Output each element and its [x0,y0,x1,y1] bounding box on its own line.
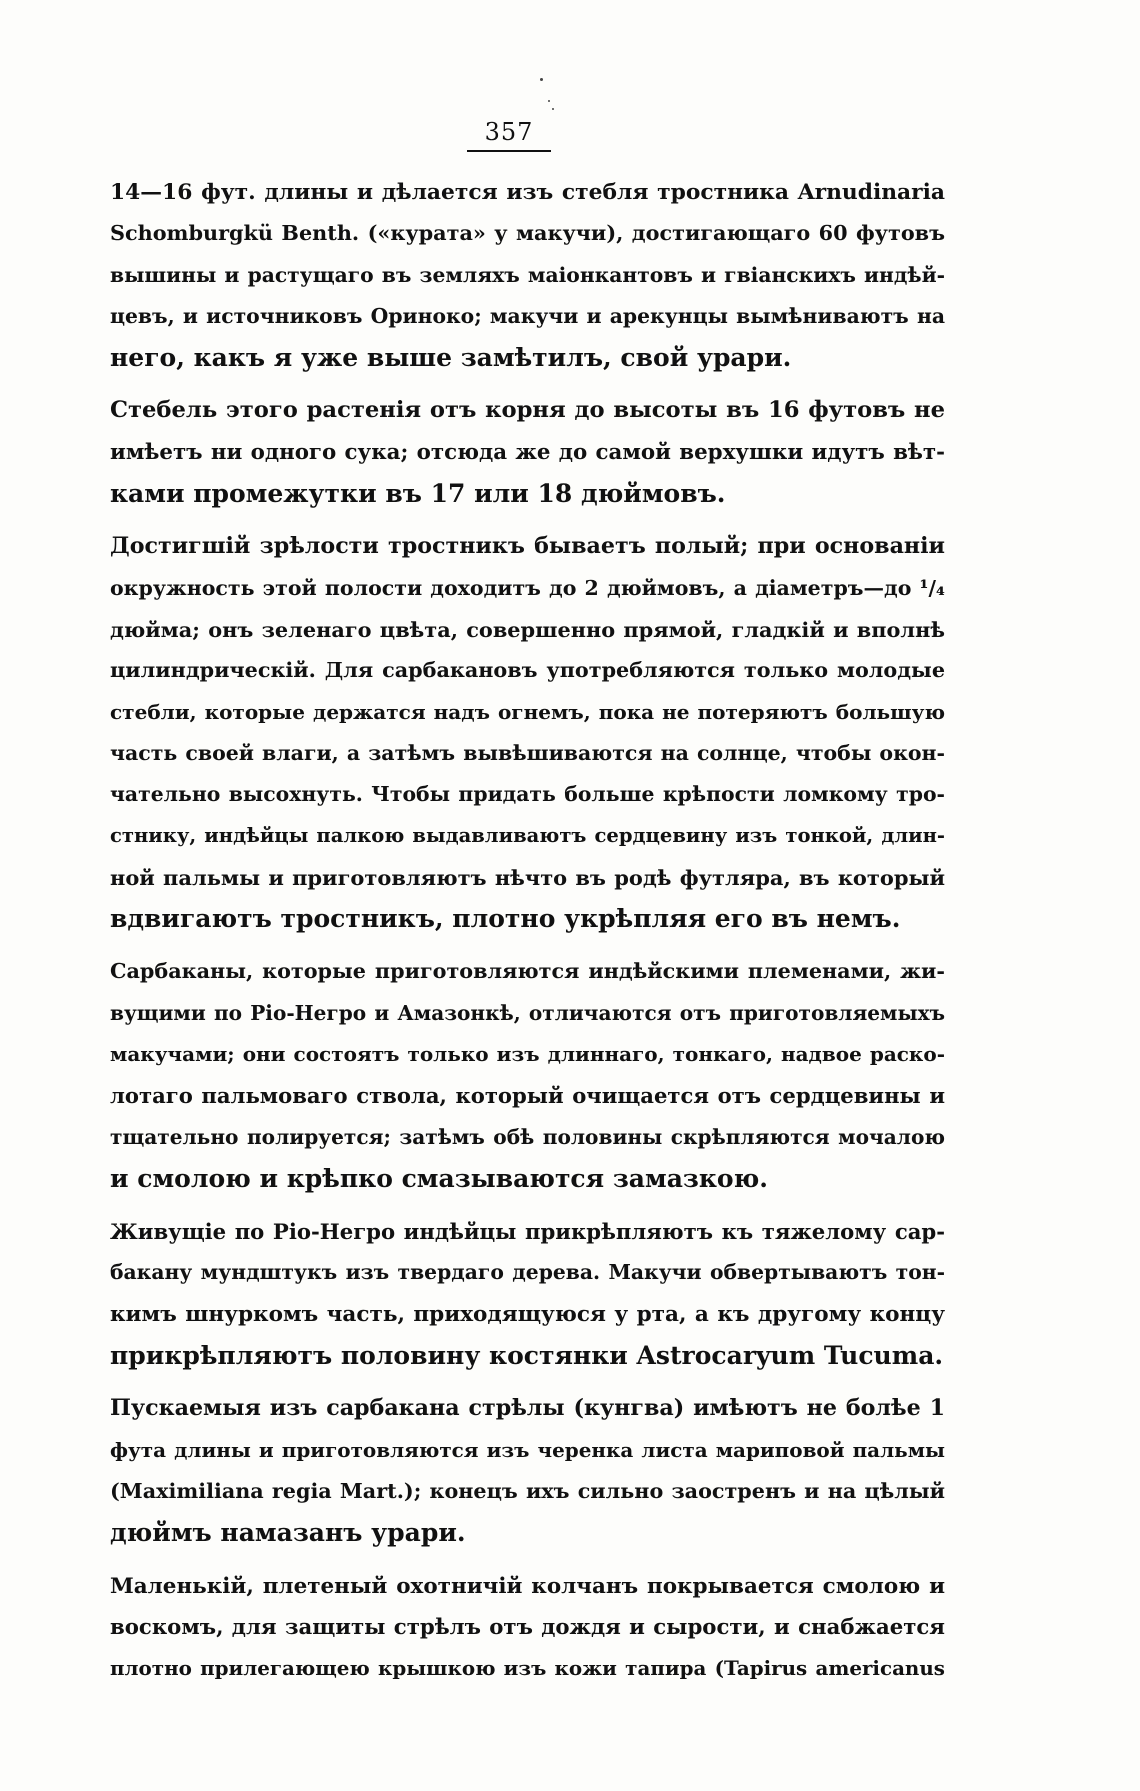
text-line: Schomburgkü Benth. («курата» у макучи), достигающаго 60 футовъ [110,221,945,246]
text-line: Живущіе по Ріо-Негро индѣйцы прикрѣпляютъ къ тяжелому сар- [110,1219,945,1245]
text-line: (Maximiliana regia Mart.); конецъ ихъ сильно заостренъ и на цѣлый [110,1478,945,1503]
page-number: 357 [467,118,552,152]
text-line: макучами; они состоятъ только изъ длиннаго, тонкаго, надвое раско- [110,1041,945,1066]
text-line: цевъ, и источниковъ Ориноко; макучи и арекунцы вымѣниваютъ на [110,303,945,328]
text-line: воскомъ, для защиты стрѣлъ отъ дождя и сырости, и снабжается [110,1614,945,1640]
page-header [438,118,580,152]
text-line: Сарбаканы, которые приготовляются индѣйскими племенами, жи- [110,959,945,984]
text-line: бакану мундштукъ изъ твердаго дерева. Макучи обвертываютъ тон- [110,1260,945,1285]
text-line: Маленькій, плетеный охотничій колчанъ покрывается смолою и [110,1573,945,1599]
scan-speck [552,108,554,110]
paragraph [110,1388,945,1553]
text-line: ной пальмы и приготовляютъ нѣчто въ родѣ футляра, въ который [110,864,945,890]
text-line: дюймъ намазанъ урари. [110,1518,466,1548]
text-line: Достигшій зрѣлости тростникъ бываетъ полый; при основаніи [110,533,945,560]
paragraph [110,951,945,1199]
paragraph [110,172,945,378]
text-line: часть своей влаги, а затѣмъ вывѣшиваются на солнце, чтобы окон- [110,740,945,765]
text-line: фута длины и приготовляются изъ черенка листа мариповой пальмы [110,1437,945,1462]
text-line: и смолою и крѣпко смазываются замазкою. [110,1163,768,1193]
text-line: 14—16 фут. длины и дѣлается изъ стебля тростника Arnudinaria [110,180,945,205]
scan-speck [540,78,543,81]
text-line: стнику, индѣйцы палкою выдавливаютъ сердцевину изъ тонкой, длин- [110,824,945,848]
text-line: кимъ шнуркомъ часть, приходящуюся у рта, а къ другому концу [110,1301,945,1327]
text-line: стебли, которые держатся надъ огнемъ, пока не потеряютъ большую [110,699,945,724]
text-line: цилиндрическій. Для сарбакановъ употребляются только молодые [110,658,945,683]
paragraph [110,526,945,939]
text-line: чательно высохнуть. Чтобы придать больше крѣпости ломкому тро- [110,782,945,807]
text-line: вущими по Ріо-Негро и Амазонкѣ, отличаются отъ приготовляемыхъ [110,1000,945,1025]
text-line: Пускаемыя изъ сарбакана стрѣлы (кунгва) имѣютъ не болѣе 1 [110,1395,945,1422]
text-line: имѣетъ ни одного сука; отсюда же до самой верхушки идутъ вѣт- [110,439,945,465]
text-line: вдвигаютъ тростникъ, плотно укрѣпляя его въ немъ. [110,904,901,934]
text-line: лотаго пальмоваго ствола, который очищается отъ сердцевины и [110,1083,945,1109]
scan-speck [548,100,550,102]
paragraph [110,1211,945,1376]
text-line: Стебель этого растенія отъ корня до высоты въ 16 футовъ не [110,397,945,424]
text-line: плотно прилегающею крышкою изъ кожи тапира (Tapirus americanus [110,1656,945,1681]
text-line: вышины и растущаго въ земляхъ маіонкантовъ и гвіанскихъ индѣй- [110,262,945,287]
text-line: него, какъ я уже выше замѣтилъ, свой урари. [110,343,792,373]
text-line: окружность этой полости доходитъ до 2 дюймовъ, а діаметръ—до ¹/₄ [110,575,945,600]
text-line: тщательно полируется; затѣмъ обѣ половины скрѣпляются мочалою [110,1124,945,1149]
paragraph [110,1566,945,1690]
paragraph [110,390,945,514]
text-line: дюйма; онъ зеленаго цвѣта, совершенно прямой, гладкій и вполнѣ [110,616,945,642]
text-line: прикрѣпляютъ половину костянки Astrocaryum Tucuma. [110,1341,944,1371]
text-line: ками промежутки въ 17 или 18 дюймовъ. [110,479,726,509]
body-text [110,172,945,1701]
